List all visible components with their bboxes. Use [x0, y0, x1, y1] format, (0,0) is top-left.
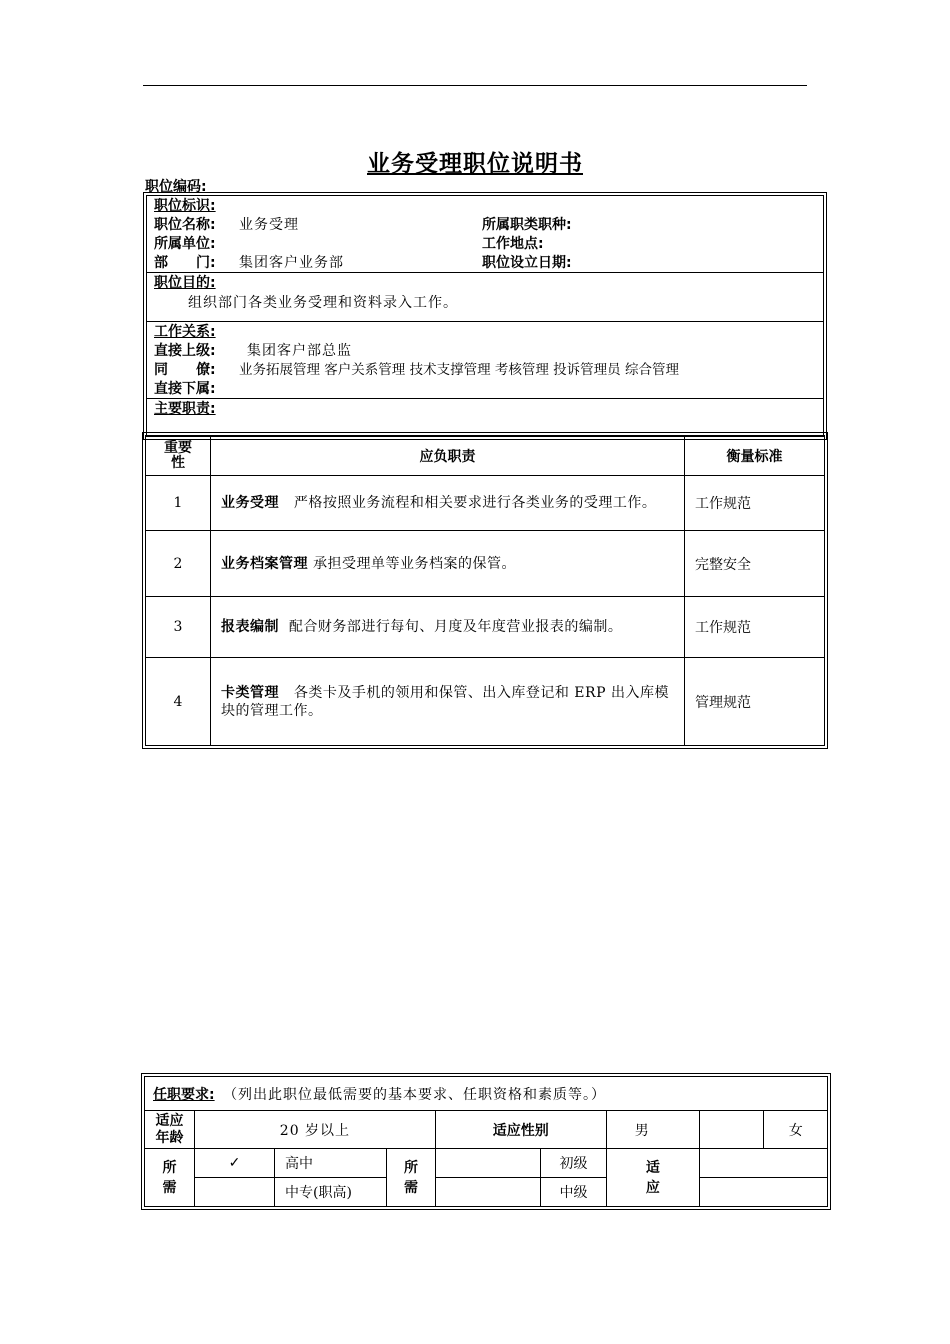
- fit-label: 适应: [606, 1149, 699, 1207]
- standard-cell: 工作规范: [685, 476, 825, 531]
- peers-label: 同 僚:: [154, 362, 216, 378]
- table-row: [146, 531, 825, 597]
- gender-female: 女: [764, 1111, 828, 1149]
- title-intermediate: 中级: [541, 1178, 606, 1207]
- duty-desc: 严格按照业务流程和相关要求进行各类业务的受理工作。: [293, 495, 657, 511]
- education-label: 所需: [145, 1149, 195, 1207]
- subordinate-label: 直接下属:: [154, 381, 216, 397]
- fit-blank: [700, 1178, 828, 1207]
- edu-check-blank: [194, 1178, 274, 1207]
- divider: [147, 398, 823, 399]
- education-row: [145, 1178, 828, 1207]
- title-junior: 初级: [541, 1149, 606, 1178]
- col-standard: 衡量标准: [685, 436, 825, 476]
- education-row: [145, 1149, 828, 1178]
- table-row: [146, 476, 825, 531]
- category-label: 所属职类职种:: [482, 217, 572, 233]
- age-label: 适应年龄: [145, 1111, 195, 1149]
- location-label: 工作地点:: [482, 236, 544, 252]
- peers-value: 业务拓展管理 客户关系管理 技术支撑管理 考核管理 投诉管理员 综合管理: [239, 362, 679, 378]
- duty-title: 报表编制: [221, 619, 279, 635]
- col-duty: 应负职责: [211, 436, 685, 476]
- duty-cell: [211, 531, 685, 597]
- table-row: [146, 597, 825, 658]
- duty-title: 卡类管理: [221, 684, 279, 701]
- duty-desc: 各类卡及手机的领用和保管、出入库登记和 ERP 出入库模块的管理工作。: [221, 684, 669, 719]
- dept-value: 集团客户业务部: [239, 255, 344, 271]
- duty-cell: [211, 476, 685, 531]
- duties-table: [145, 435, 825, 746]
- title-blank: [435, 1149, 540, 1178]
- requirements-note: （列出此职位最低需要的基本要求、任职资格和素质等。）: [223, 1086, 607, 1103]
- name-value: 业务受理: [239, 217, 299, 233]
- divider: [147, 272, 823, 273]
- row-number: 2: [146, 531, 211, 597]
- requirements-header-cell: [145, 1077, 828, 1111]
- col-importance: 重要性: [146, 436, 211, 476]
- gender-male-cell: [700, 1111, 764, 1149]
- edu-vocational: 中专(职高): [275, 1178, 387, 1207]
- gender-male: 男: [606, 1111, 699, 1149]
- row-number: 3: [146, 597, 211, 658]
- edu-high-school: 高中: [275, 1149, 387, 1178]
- gender-label: 适应性别: [435, 1111, 606, 1149]
- name-label: 职位名称:: [154, 217, 216, 233]
- row-number: 1: [146, 476, 211, 531]
- table-row: [146, 658, 825, 746]
- info-box: [146, 195, 824, 437]
- identification-header: 职位标识:: [154, 198, 216, 214]
- row-number: 4: [146, 658, 211, 746]
- duty-cell: [211, 658, 685, 746]
- duty-title: 业务档案管理: [221, 555, 308, 572]
- duty-desc: 承担受理单等业务档案的保管。: [312, 555, 516, 572]
- standard-cell: 工作规范: [685, 597, 825, 658]
- age-value: 20 岁以上: [194, 1111, 435, 1149]
- duty-title: 业务受理: [221, 495, 279, 511]
- edu-check: ✓: [194, 1149, 274, 1178]
- requirements-header: 任职要求:: [153, 1086, 215, 1103]
- standard-cell: 管理规范: [685, 658, 825, 746]
- title-blank: [435, 1178, 540, 1207]
- purpose-header: 职位目的:: [154, 275, 216, 291]
- unit-label: 所属单位:: [154, 236, 216, 252]
- superior-value: 集团客户部总监: [247, 343, 352, 359]
- requirements-table: [144, 1076, 828, 1207]
- duties-table-header: [146, 436, 825, 476]
- divider: [147, 321, 823, 322]
- dept-label: 部 门:: [154, 255, 216, 271]
- date-label: 职位设立日期:: [482, 255, 572, 271]
- title-label: 所需: [387, 1149, 436, 1207]
- fit-blank: [700, 1149, 828, 1178]
- standard-cell: 完整安全: [685, 531, 825, 597]
- page-title: 业务受理职位说明书: [367, 151, 583, 177]
- superior-label: 直接上级:: [154, 343, 216, 359]
- duties-header: 主要职责:: [154, 401, 216, 417]
- position-code-label: 职位编码:: [145, 179, 207, 195]
- header-rule: [143, 85, 807, 86]
- age-gender-row: [145, 1111, 828, 1149]
- purpose-text: 组织部门各类业务受理和资料录入工作。: [188, 295, 458, 311]
- duty-desc: 配合财务部进行每旬、月度及年度营业报表的编制。: [288, 619, 623, 635]
- requirements-header-row: [145, 1077, 828, 1111]
- relations-header: 工作关系:: [154, 324, 216, 340]
- duty-cell: [211, 597, 685, 658]
